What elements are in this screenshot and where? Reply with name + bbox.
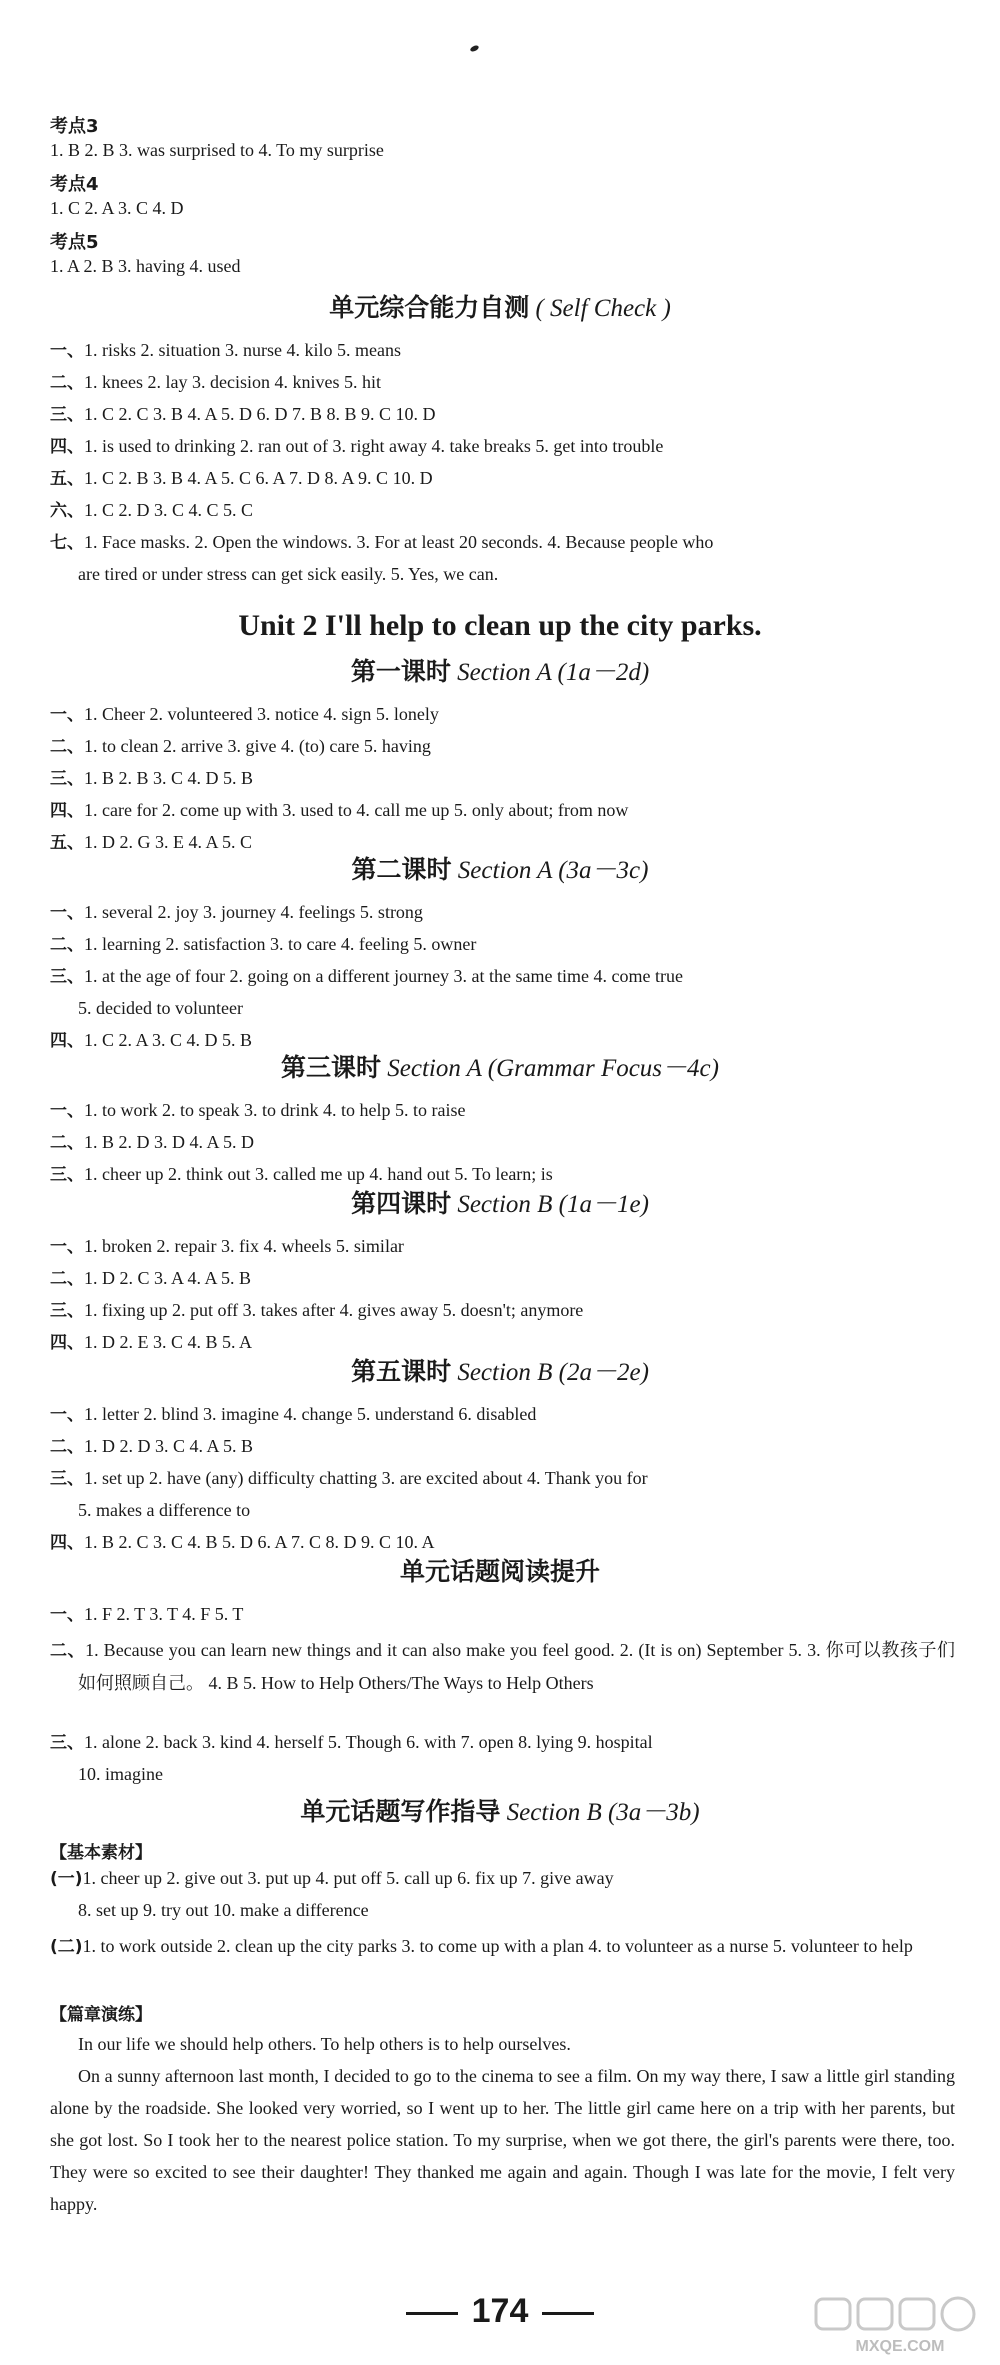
dash-right (542, 2312, 594, 2315)
practice-label: 【篇章演练】 (50, 2005, 152, 2025)
kaodian-4-answers: 1. C 2. A 3. C 4. D (50, 198, 184, 218)
materials-line-cont: 8. set up 9. try out 10. make a difference (78, 1900, 369, 1920)
lesson4-line: 四、1. D 2. E 3. C 4. B 5. A (50, 1332, 253, 1353)
lesson2-line: 四、1. C 2. A 3. C 4. D 5. B (50, 1030, 253, 1051)
lesson5-line: 三、1. set up 2. have (any) difficulty chatting 3. are excited about 4. Thank you for (50, 1468, 648, 1489)
self-check-line: 四、1. is used to drinking 2. ran out of 3. right away 4. take breaks 5. get into trouble (50, 436, 664, 457)
self-check-line: 七、1. Face masks. 2. Open the windows. 3. For at least 20 seconds. 4. Because people who (50, 532, 714, 553)
unit-title: Unit 2 I'll help to clean up the city parks. (238, 609, 762, 642)
materials-label: 【基本素材】 (50, 1843, 152, 1863)
lesson2-heading: 第二课时 Section A (3a－3c) (351, 855, 649, 884)
lesson3-line: 一、1. to work 2. to speak 3. to drink 4. to help 5. to raise (50, 1100, 466, 1121)
kaodian-5-label: 考点5 (50, 232, 99, 253)
lesson1-line: 三、1. B 2. B 3. C 4. D 5. B (50, 768, 254, 789)
reading-line-cont: 10. imagine (78, 1764, 163, 1784)
kaodian-5-answers: 1. A 2. B 3. having 4. used (50, 256, 241, 276)
lesson1-line: 二、1. to clean 2. arrive 3. give 4. (to) care 5. having (50, 736, 431, 757)
ink-speck (469, 44, 479, 52)
self-check-line: 三、1. C 2. C 3. B 4. A 5. D 6. D 7. B 8. B 9. C 10. D (50, 404, 436, 425)
reading-line: 一、1. F 2. T 3. T 4. F 5. T (50, 1604, 244, 1625)
self-check-line: 二、1. knees 2. lay 3. decision 4. knives 5. hit (50, 372, 381, 393)
reading-line: 三、1. alone 2. back 3. kind 4. herself 5. Though 6. with 7. open 8. lying 9. hospital (50, 1732, 653, 1753)
lesson3-heading: 第三课时 Section A (Grammar Focus－4c) (281, 1053, 719, 1082)
self-check-line: 六、1. C 2. D 3. C 4. C 5. C (50, 500, 254, 521)
lesson2-line: 二、1. learning 2. satisfaction 3. to care 4. feeling 5. owner (50, 934, 477, 955)
reading-heading: 单元话题阅读提升 (399, 1557, 600, 1586)
lesson1-line: 五、1. D 2. G 3. E 4. A 5. C (50, 832, 253, 853)
essay-paragraph-2: On a sunny afternoon last month, I decided to go to the cinema to see a film. On my way there, I saw a little girl standing alone by the roadside. She looked very worried, so I went up to her. The little girl came here on a trip with her parents, but she got lost. So I took her to the nearest police station. To my surprise, when we got there, the girl's parents were there, too. They were so excited to see their daughter! They thanked me again and again. Though I was late for the movie, I felt very happy. (50, 2066, 955, 2214)
lesson4-line: 三、1. fixing up 2. put off 3. takes after 4. gives away 5. doesn't; anymore (50, 1300, 584, 1321)
materials-line-2: (二)1. to work outside 2. clean up the city parks 3. to come up with a plan 4. to volunteer as a nurse 5. volunteer to help (50, 1936, 913, 1957)
lesson3-line: 二、1. B 2. D 3. D 4. A 5. D (50, 1132, 255, 1153)
reading-line-2: 二、1. Because you can learn new things and it can also make you feel good. 2. (It is on) September 5. 3. 你可以教孩子们如何照顾自己。 4. B 5. How to Help Others/The Ways to Help Others (50, 1640, 956, 1693)
materials-line: (一)1. cheer up 2. give out 3. put up 4. put off 5. call up 6. fix up 7. give away (50, 1868, 614, 1889)
watermark-text: MXQE.COM (855, 2338, 945, 2355)
lesson2-line-cont: 5. decided to volunteer (78, 998, 243, 1018)
lesson1-line: 四、1. care for 2. come up with 3. used to 4. call me up 5. only about; from now (50, 800, 629, 821)
lesson1-line: 一、1. Cheer 2. volunteered 3. notice 4. sign 5. lonely (50, 704, 439, 725)
lesson5-line-cont: 5. makes a difference to (78, 1500, 251, 1520)
writing-heading: 单元话题写作指导 Section B (3a－3b) (300, 1797, 700, 1826)
lesson5-line: 二、1. D 2. D 3. C 4. A 5. B (50, 1436, 254, 1457)
lesson1-heading: 第一课时 Section A (1a－2d) (350, 657, 650, 686)
kaodian-3-label: 考点3 (50, 116, 99, 137)
lesson5-heading: 第五课时 Section B (2a－2e) (351, 1357, 649, 1386)
self-check-line-cont: are tired or under stress can get sick easily. 5. Yes, we can. (78, 564, 499, 584)
lesson4-line: 一、1. broken 2. repair 3. fix 4. wheels 5. similar (50, 1236, 404, 1257)
watermark-logo (808, 2295, 988, 2357)
kaodian-4-label: 考点4 (50, 174, 99, 195)
dash-left (406, 2312, 458, 2315)
essay-paragraph-1: In our life we should help others. To help others is to help ourselves. (78, 2034, 571, 2054)
lesson4-heading: 第四课时 Section B (1a－1e) (351, 1189, 649, 1218)
lesson2-line: 三、1. at the age of four 2. going on a different journey 3. at the same time 4. come true (50, 966, 683, 987)
lesson2-line: 一、1. several 2. joy 3. journey 4. feelings 5. strong (50, 902, 423, 923)
lesson5-line: 四、1. B 2. C 3. C 4. B 5. D 6. A 7. C 8. D 9. C 10. A (50, 1532, 435, 1553)
lesson5-line: 一、1. letter 2. blind 3. imagine 4. change 5. understand 6. disabled (50, 1404, 537, 1425)
lesson4-line: 二、1. D 2. C 3. A 4. A 5. B (50, 1268, 252, 1289)
self-check-line: 五、1. C 2. B 3. B 4. A 5. C 6. A 7. D 8. A 9. C 10. D (50, 468, 433, 489)
self-check-heading: 单元综合能力自测 ( Self Check ) (329, 293, 671, 322)
self-check-line: 一、1. risks 2. situation 3. nurse 4. kilo 5. means (50, 340, 401, 361)
lesson3-line: 三、1. cheer up 2. think out 3. called me up 4. hand out 5. To learn; is (50, 1164, 553, 1185)
kaodian-3-answers: 1. B 2. B 3. was surprised to 4. To my surprise (50, 140, 384, 160)
page-number: 174 (0, 2292, 1000, 2331)
